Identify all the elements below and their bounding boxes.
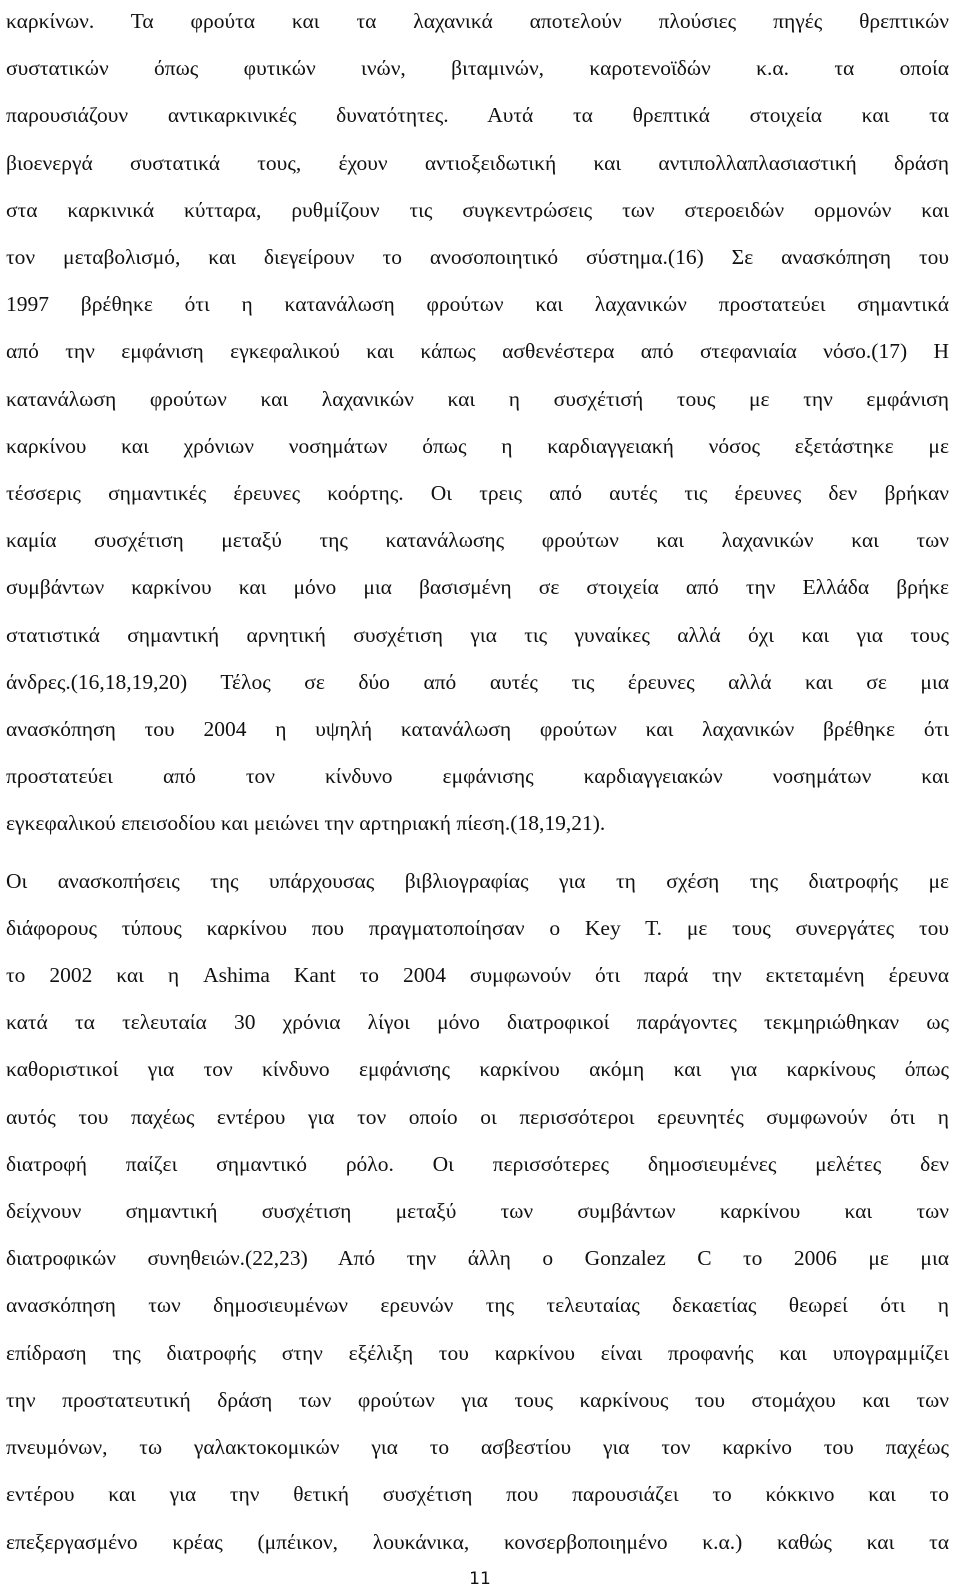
paragraph-fruits-vegetables [6, 0, 949, 848]
text-line: από την εμφάνιση εγκεφαλικού και κάπως ασθενέστερα από στεφανιαία νόσο.(17) Η [6, 339, 949, 364]
text-line: επίδραση της διατροφής στην εξέλιξη του καρκίνου είναι προφανής και υπογραμμίζει [6, 1340, 949, 1365]
text-line: 1997 βρέθηκε ότι η κατανάλωση φρούτων και λαχανικών προστατεύει σημαντικά [6, 292, 949, 317]
text-line: κατανάλωση φρούτων και λαχανικών και η συσχέτισή τους με την εμφάνιση [6, 386, 949, 411]
page-number: 11 [469, 1569, 491, 1589]
text-line: δείχνουν σημαντική συσχέτιση μεταξύ των συμβάντων καρκίνου και των [6, 1199, 949, 1224]
text-line: Οι ανασκοπήσεις της υπάρχουσας βιβλιογραφίας για τη σχέση της διατροφής με [6, 868, 949, 893]
text-line: τέσσερις σημαντικές έρευνες κοόρτης. Οι τρεις από αυτές τις έρευνες δεν βρήκαν [6, 481, 949, 506]
text-line: εγκεφαλικού επεισοδίου και μειώνει την αρτηριακή πίεση.(18,19,21). [6, 811, 606, 836]
text-line: τον μεταβολισμό, και διεγείρουν το ανοσοποιητικό σύστημα.(16) Σε ανασκόπηση του [6, 245, 949, 270]
text-line: στα καρκινικά κύτταρα, ρυθμίζουν τις συγκεντρώσεις των στεροειδών ορμονών και [6, 197, 949, 222]
paragraph-literature-reviews [6, 858, 949, 1566]
text-line: διάφορους τύπους καρκίνου που πραγματοποίησαν ο Key T. με τους συνεργάτες του [6, 915, 949, 940]
text-line: καμία συσχέτιση μεταξύ της κατανάλωσης φρούτων και λαχανικών και των [6, 528, 949, 553]
text-line: κατά τα τελευταία 30 χρόνια λίγοι μόνο διατροφικοί παράγοντες τεκμηριώθηκαν ως [6, 1010, 949, 1035]
text-line: πνευμόνων, τω γαλακτοκομικών για το ασβεστίου για τον καρκίνο του παχέως [6, 1435, 949, 1460]
text-line: καρκίνου και χρόνιων νοσημάτων όπως η καρδιαγγειακή νόσος εξετάστηκε με [6, 433, 949, 458]
text-line: διατροφικών συνηθειών.(22,23) Από την άλλη ο Gonzalez C το 2006 με μια [6, 1246, 949, 1271]
text-line: ανασκόπηση των δημοσιευμένων ερευνών της τελευταίας δεκαετίας θεωρεί ότι η [6, 1293, 949, 1318]
text-line: παρουσιάζουν αντικαρκινικές δυνατότητες. Αυτά τα θρεπτικά στοιχεία και τα [6, 103, 949, 128]
text-line: αυτός του παχέως εντέρου για τον οποίο οι περισσότεροι ερευνητές συμφωνούν ότι η [6, 1104, 949, 1129]
text-line: επεξεργασμένο κρέας (μπέικον, λουκάνικα, κονσερβοποιημένο κ.α.) καθώς και τα [6, 1529, 949, 1554]
text-line: συμβάντων καρκίνου και μόνο μια βασισμένη σε στοιχεία από την Ελλάδα βρήκε [6, 575, 949, 600]
text-line: καθοριστικοί για τον κίνδυνο εμφάνισης καρκίνου ακόμη και για καρκίνους όπως [6, 1057, 949, 1082]
text-line: άνδρες.(16,18,19,20) Τέλος σε δύο από αυτές τις έρευνες αλλά και σε μια [6, 669, 949, 694]
text-line: την προστατευτική δράση των φρούτων για τους καρκίνους του στομάχου και των [6, 1387, 949, 1412]
text-line: συστατικών όπως φυτικών ινών, βιταμινών, καροτενοϊδών κ.α. τα οποία [6, 56, 949, 81]
text-line: προστατεύει από τον κίνδυνο εμφάνισης καρδιαγγειακών νοσημάτων και [6, 764, 949, 789]
text-line: εντέρου και για την θετική συσχέτιση που παρουσιάζει το κόκκινο και το [6, 1482, 949, 1507]
text-line: ανασκόπηση του 2004 η υψηλή κατανάλωση φρούτων και λαχανικών βρέθηκε ότι [6, 717, 949, 742]
text-line: το 2002 και η Ashima Kant το 2004 συμφωνούν ότι παρά την εκτεταμένη έρευνα [6, 963, 949, 988]
text-line: βιοενεργά συστατικά τους, έχουν αντιοξειδωτική και αντιπολλαπλασιαστική δράση [6, 150, 949, 175]
text-line: στατιστικά σημαντική αρνητική συσχέτιση για τις γυναίκες αλλά όχι και για τους [6, 622, 949, 647]
text-line: καρκίνων. Τα φρούτα και τα λαχανικά αποτελούν πλούσιες πηγές θρεπτικών [6, 9, 949, 33]
text-line: διατροφή παίζει σημαντικό ρόλο. Οι περισσότερες δημοσιευμένες μελέτες δεν [6, 1151, 949, 1176]
